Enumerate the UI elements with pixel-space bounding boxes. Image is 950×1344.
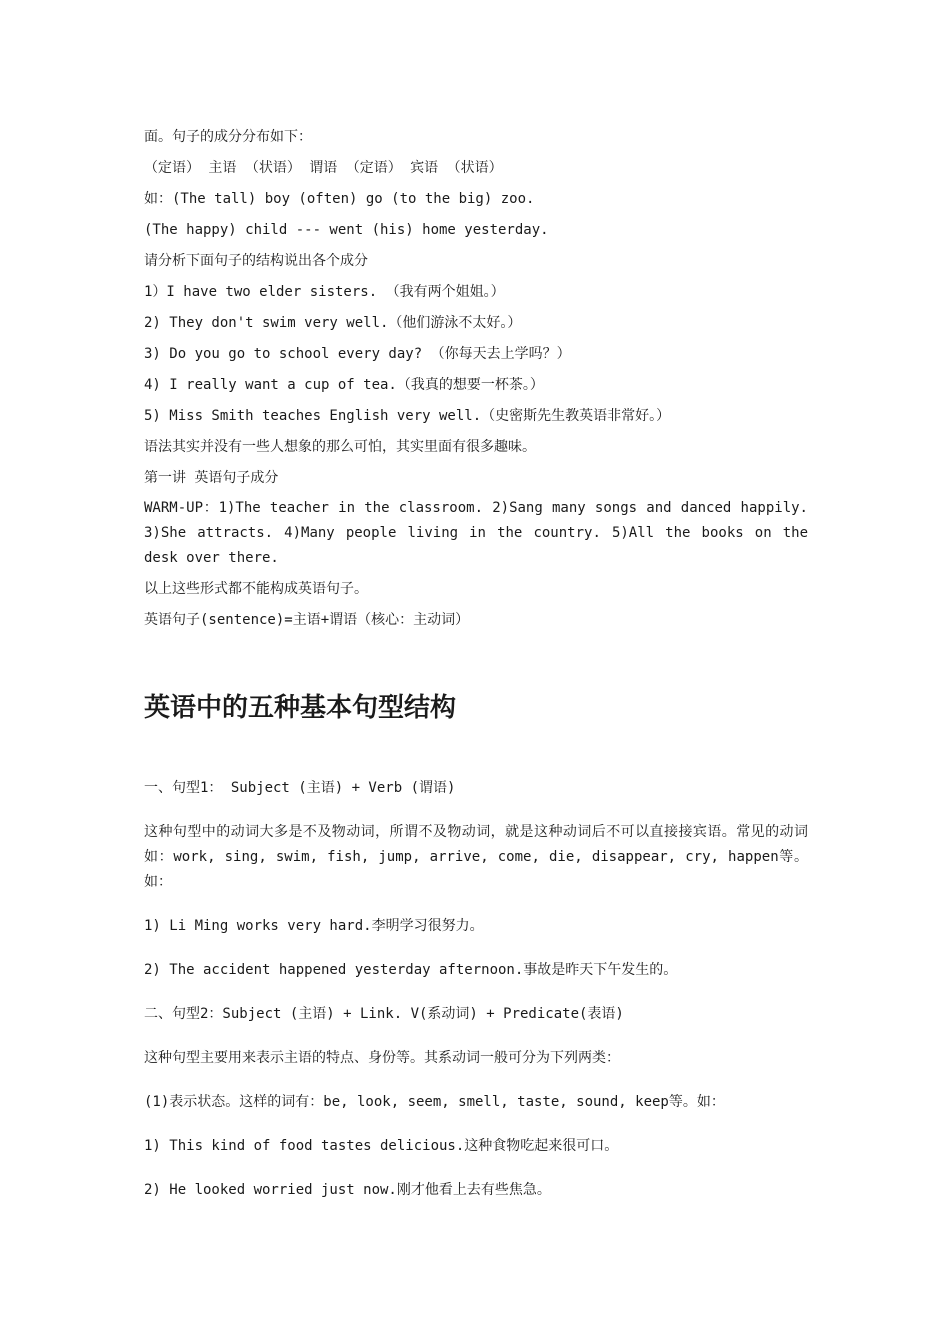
text-line: 语法其实并没有一些人想象的那么可怕，其实里面有很多趣味。 — [144, 439, 536, 455]
text-line: 2) He looked worried just now.刚才他看上去有些焦急。 — [144, 1182, 551, 1198]
text-paragraph: 这种句型中的动词大多是不及物动词，所谓不及物动词，就是这种动词后不可以直接接宾语。常见的动词如：work, sing, swim, fish, jump, arrive, come, die, disappear, cry, happen等。如： — [144, 824, 808, 890]
text-line: 英语句子(sentence)=主语+谓语（核心：主动词） — [144, 612, 470, 628]
text-line: (The happy) child --- went (his) home yesterday. — [144, 222, 549, 238]
warmup-paragraph: WARM-UP：1)The teacher in the classroom. 2)Sang many songs and danced happily. 3)She attracts. 4)Many people living in the country. 5)All the books on the desk over there. — [144, 500, 808, 566]
text-line: 一、句型1： Subject (主语) + Verb (谓语) — [144, 780, 456, 796]
text-line: 3) Do you go to school every day? （你每天去上学吗？） — [144, 346, 571, 362]
text-line: 这种句型主要用来表示主语的特点、身份等。其系动词一般可分为下列两类： — [144, 1050, 620, 1066]
text-line: 请分析下面句子的结构说出各个成分 — [144, 253, 368, 269]
text-line: （定语） 主语 （状语） 谓语 （定语） 宾语 （状语） — [144, 160, 503, 176]
text-line: 二、句型2：Subject (主语) + Link. V(系动词) + Predicate(表语) — [144, 1006, 624, 1022]
text-line: 面。句子的成分分布如下： — [144, 129, 312, 145]
text-line: 2) They don't swim very well.（他们游泳不太好。） — [144, 315, 522, 331]
text-line: 5) Miss Smith teaches English very well.（史密斯先生教英语非常好。） — [144, 408, 671, 424]
text-line: 4) I really want a cup of tea.（我真的想要一杯茶。） — [144, 377, 544, 393]
text-line: 第一讲 英语句子成分 — [144, 470, 279, 486]
text-line: 1）I have two elder sisters. （我有两个姐姐。） — [144, 284, 505, 300]
text-line: 1) Li Ming works very hard.李明学习很努力。 — [144, 918, 484, 934]
text-line: 以上这些形式都不能构成英语句子。 — [144, 581, 368, 597]
text-line: 2) The accident happened yesterday afternoon.事故是昨天下午发生的。 — [144, 962, 678, 978]
text-line: (1)表示状态。这样的词有：be, look, seem, smell, taste, sound, keep等。如： — [144, 1094, 725, 1110]
text-line: 如：(The tall) boy (often) go (to the big) zoo. — [144, 191, 535, 207]
section-heading: 英语中的五种基本句型结构 — [144, 693, 457, 723]
text-line: 1) This kind of food tastes delicious.这种食物吃起来很可口。 — [144, 1138, 619, 1154]
